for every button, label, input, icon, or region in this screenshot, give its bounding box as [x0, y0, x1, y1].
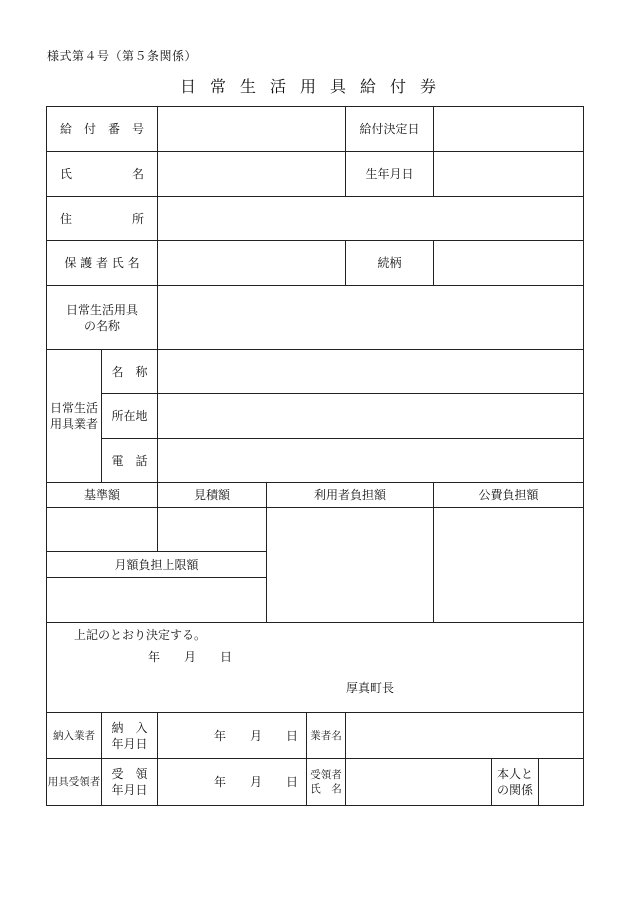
rule [538, 758, 539, 805]
label-riyosha-futangaku: 利用者負担額 [313, 488, 386, 502]
label-honnin-kankei: 本人と の関係 [496, 767, 533, 797]
form-number: 様式第４号（第５条関係） [47, 49, 198, 63]
nonyu-date: 年 月 日 [213, 728, 298, 743]
label-yogu-juryosha: 用具受領者 [47, 776, 101, 788]
label-yogu-meisho: 日常生活用具 の名称 [65, 302, 138, 333]
rule [157, 106, 158, 285]
label-getsugaku-jogengaku: 月額負担上限額 [114, 557, 199, 572]
label-zokugara: 続柄 [377, 256, 402, 270]
label-jusho: 住 所 [59, 211, 144, 226]
label-gyosha-meisho: 名 称 [111, 364, 148, 379]
label-nonyu-nengappi: 納 入 年月日 [111, 720, 148, 751]
rule [46, 622, 584, 623]
label-gyosha-group: 日常生活 用具業者 [49, 401, 98, 431]
label-kijungaku: 基準額 [83, 488, 120, 502]
label-kohi-futangaku: 公費負担額 [478, 488, 539, 502]
rule [345, 712, 346, 805]
decision-date: 年 月 日 [148, 650, 233, 664]
rule [583, 106, 584, 806]
label-kyufu-ketteibi: 給付決定日 [359, 122, 420, 136]
decision-statement: 上記のとおり決定する。 [74, 628, 207, 642]
label-gyoshamei: 業者名 [310, 729, 342, 742]
rule [46, 805, 584, 806]
rule [433, 240, 434, 285]
rule [46, 507, 584, 508]
rule [433, 106, 434, 196]
juryo-date: 年 月 日 [213, 775, 298, 789]
label-juryo-nengappi: 受 領 年月日 [111, 767, 148, 797]
label-seinengappi: 生年月日 [365, 167, 414, 181]
label-mitsumorigaku: 見積額 [193, 488, 230, 502]
label-juryosha-shimei: 受領者 氏 名 [310, 769, 342, 795]
label-kyufu-bango: 給 付 番 号 [59, 122, 144, 136]
rule [46, 577, 266, 578]
label-gyosha-denwa: 電 話 [111, 453, 148, 468]
document-title: 日常生活用具給付券 [179, 77, 450, 96]
issuer-name: 厚真町長 [346, 681, 395, 695]
rule [157, 285, 158, 482]
label-gyosha-shozaichi: 所在地 [111, 409, 148, 423]
label-nonyu-gyosha: 納入業者 [53, 729, 95, 742]
rule [101, 393, 584, 394]
rule [101, 438, 584, 439]
label-shimei: 氏 名 [59, 167, 144, 181]
label-hogosha-shimei: 保 護 者 氏 名 [64, 256, 140, 270]
